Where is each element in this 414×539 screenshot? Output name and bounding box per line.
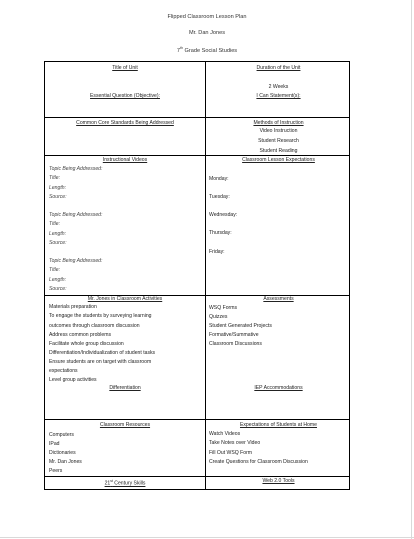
row-divider (45, 117, 349, 118)
i-can-heading: I Can Statement(s): (256, 93, 301, 99)
activity-item: outcomes through classroom discussion (49, 323, 140, 329)
duration-value: 2 Weeks (268, 84, 289, 90)
activity-item: To engage the students by surveying learning (49, 313, 152, 319)
resource-item: Peers (49, 468, 63, 474)
common-core-heading: Common Core Standards Being Addressed (76, 120, 174, 126)
resource-item: Dictionaries (49, 450, 76, 456)
lesson-plan-table (44, 61, 350, 490)
differentiation-heading: Differentiation (109, 385, 141, 391)
activity-item: Address common problems (49, 332, 111, 338)
day-thursday: Thursday: (209, 230, 232, 236)
row-divider (45, 155, 349, 156)
page-edge (0, 537, 414, 538)
essential-question-heading: Essential Question (Objective): (90, 93, 160, 99)
activity-item: Facilitate whole group discussion (49, 341, 124, 347)
row-divider (45, 419, 349, 420)
instructional-videos-heading: Instructional Videos (102, 157, 148, 163)
activity-item: Materials preparation (49, 304, 97, 310)
assessment-item: Classroom Discussions (209, 341, 262, 347)
video-title: Title: (49, 221, 60, 227)
activity-item: expectations (49, 368, 78, 374)
methods-item: Student Research (258, 138, 299, 144)
day-wednesday: Wednesday: (209, 212, 238, 218)
assessment-item: Quizzes (209, 314, 228, 320)
video-length: Length: (49, 185, 66, 191)
title-of-unit-heading: Title of Unit (112, 65, 138, 71)
home-item: Take Notes over Video (209, 440, 261, 446)
resources-heading: Classroom Resources (99, 422, 151, 428)
resource-item: IPad (49, 441, 60, 447)
resource-item: Mr. Dan Jones (49, 459, 82, 465)
day-tuesday: Tuesday: (209, 194, 230, 200)
row-divider (45, 476, 349, 477)
home-item: Create Questions for Classroom Discussion (209, 459, 308, 465)
methods-item: Student Reading (259, 148, 298, 154)
home-item: Watch Videos (209, 431, 241, 437)
day-friday: Friday: (209, 249, 225, 255)
assessment-item: Formative/Summative (209, 332, 259, 338)
day-monday: Monday: (209, 176, 229, 182)
activity-item: Ensure students are on target with classroom (49, 359, 152, 365)
classroom-expectations-heading: Classroom Lesson Expectations (242, 157, 315, 163)
activities-heading: Mr. Jones in Classroom Activities (87, 296, 163, 302)
activity-item: Level group activities (49, 377, 97, 383)
video-topic: Topic Being Addressed: (49, 166, 103, 172)
methods-item: Video Instruction (259, 128, 298, 134)
video-source: Source: (49, 240, 67, 246)
home-heading: Expectations of Students at Home (239, 422, 317, 428)
methods-heading: Methods of Instruction (253, 120, 304, 126)
video-length: Length: (49, 231, 66, 237)
video-topic: Topic Being Addressed: (49, 258, 103, 264)
duration-heading: Duration of the Unit (256, 65, 301, 71)
course-name: 7th Grade Social Studies (176, 46, 238, 54)
video-source: Source: (49, 286, 67, 292)
web-tools-heading: Web 2.0 Tools (262, 478, 295, 484)
teacher-name: Mr. Dan Jones (188, 30, 226, 36)
activity-item: Differentiation/Individualization of student tasks (49, 350, 156, 356)
document-title: Flipped Classroom Lesson Plan (167, 14, 247, 20)
assessment-item: Student Generated Projects (209, 323, 272, 329)
video-title: Title: (49, 267, 60, 273)
century-skills-heading: 21st Century Skills (104, 479, 146, 487)
resource-item: Computers (49, 432, 74, 438)
assessment-item: WSQ Forms (209, 305, 238, 311)
video-topic: Topic Being Addressed: (49, 212, 103, 218)
iep-heading: IEP Accommodations (254, 385, 303, 391)
video-source: Source: (49, 194, 67, 200)
page-edge (411, 0, 412, 539)
home-item: Fill Out WSQ Form (209, 450, 253, 456)
video-title: Title: (49, 175, 60, 181)
video-length: Length: (49, 277, 66, 283)
assessments-heading: Assessments (263, 296, 294, 302)
